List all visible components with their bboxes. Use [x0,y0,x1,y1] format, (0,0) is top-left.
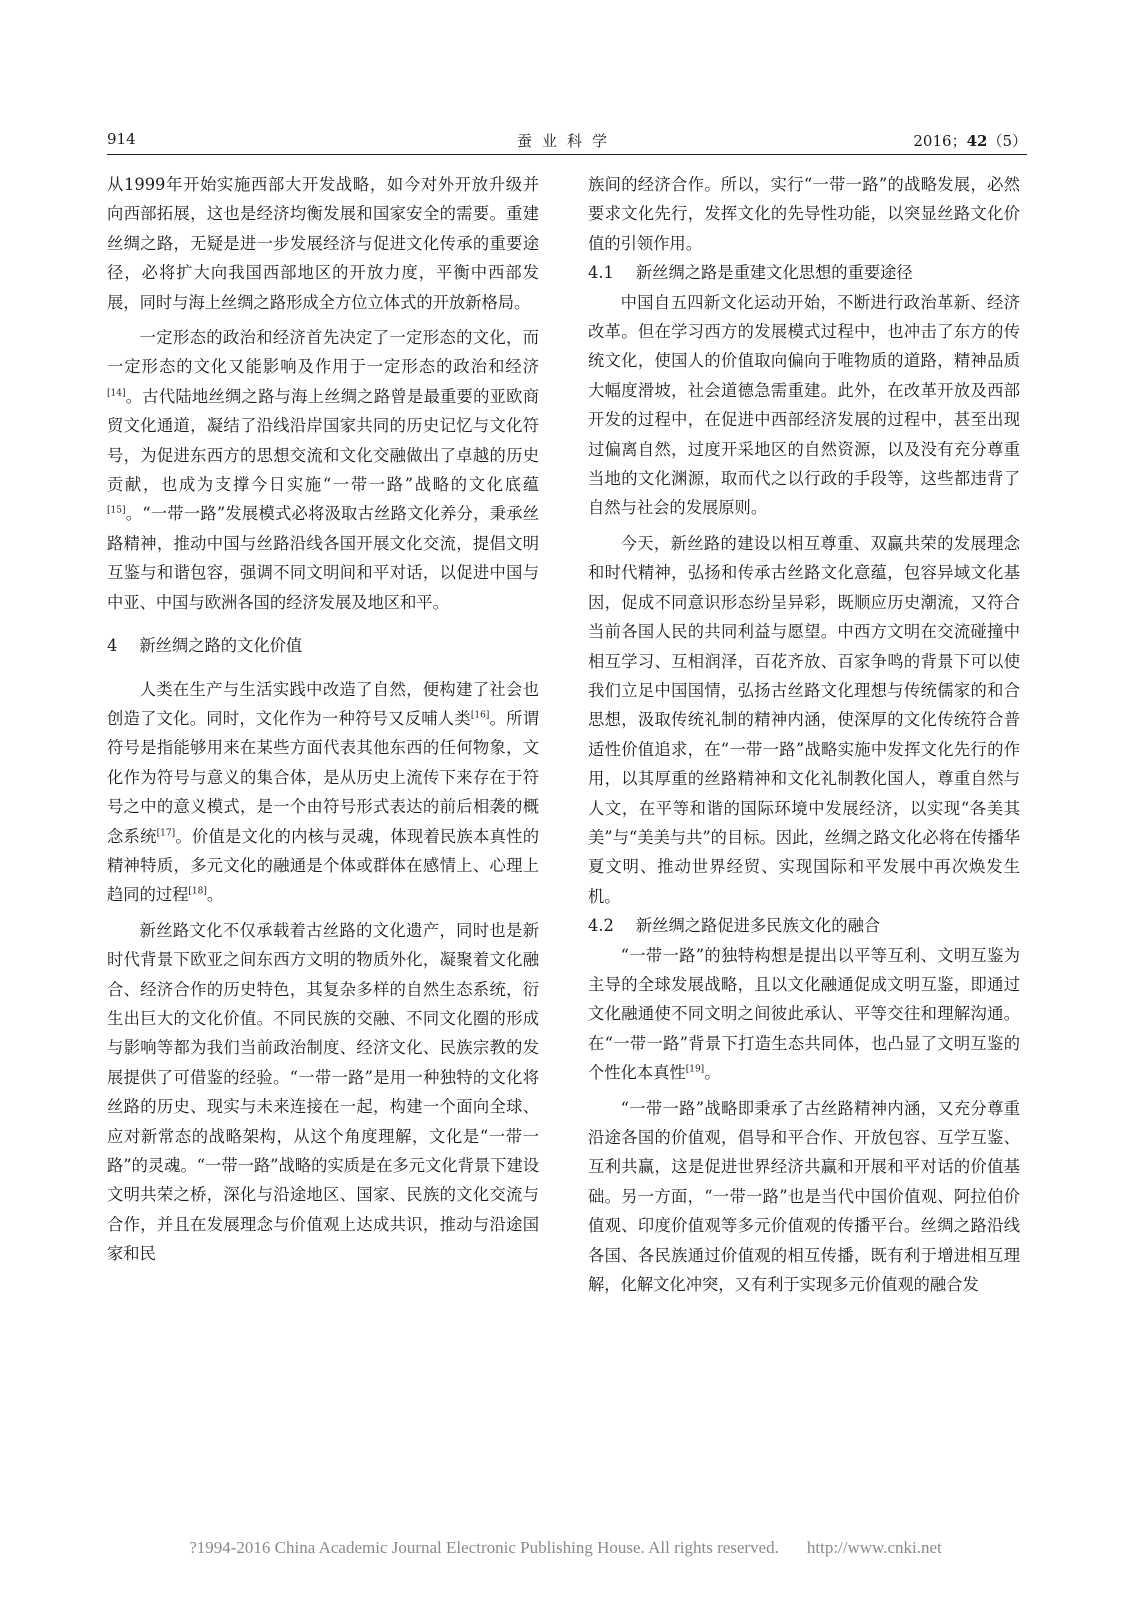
left-column [107,170,539,1269]
paragraph: “一带一路”的独特构想是提出以平等互利、文明互鉴为主导的全球发展战略，且以文化融通促成文明互鉴，即通过文化融通使不同文明之间彼此承认、平等交往和理解沟通。在“一带一路”背景下打造生态共同体，也凸显了文明互鉴的个性化本真性[19]。 [588,945,1020,1083]
copyright-footer [0,1538,1131,1558]
volume: 42 [966,132,988,150]
subsection-heading: 4.1 新丝绸之路是重建文化思想的重要途径 [588,263,913,283]
citation: [18] [188,886,207,897]
paragraph: “一带一路”战略即秉承了古丝路精神内涵，又充分尊重沿途各国的价值观，倡导和平合作、开放包容、互学互鉴、互利共赢，这是促进世界经济共赢和开展和平对话的价值基础。另一方面，“一带一路”也是当代中国价值观、阿拉伯价值观、印度价值观等多元价值观的传播平台。丝绸之路沿线各国、各民族通过价值观的相互传播，既有利于增进相互理解，化解文化冲突，又有利于实现多元价值观的融合发 [588,1098,1020,1295]
citation: [14] [107,388,126,399]
section-heading: 4 新丝绸之路的文化价值 [107,636,303,656]
citation: [16] [470,710,490,721]
year: 2016； [913,132,967,150]
citation: [15] [107,506,126,517]
journal-name: 蚕业科学 [516,132,617,150]
copyright-text: ?1994-2016 China Academic Journal Electronic Publishing House. All rights reserved. [189,1538,779,1557]
paragraph: 从1999年开始实施西部大开发战略，如今对外开放升级并向西部拓展，这也是经济均衡发展和国家安全的需要。重建丝绸之路，无疑是进一步发展经济与促进文化传承的重要途径，必将扩大向我国西部地区的开放力度，平衡中西部发展，同时与海上丝绸之路形成全方位立体式的开放新格局。 [107,175,539,312]
right-column [588,170,1020,1299]
paragraph: 今天，新丝路的建设以相互尊重、双赢共荣的发展理念和时代精神，弘扬和传承古丝路文化意蕴，包容异域文化基因，促成不同意识形态纷呈异彩，既顺应历史潮流，又符合当前各国人民的共同利益与愿望。中西方文明在交流碰撞中相互学习、互相润泽，百花齐放、百家争鸣的背景下可以使我们立足中国国情，弘扬古丝路文化理想与传统儒家的和合思想，汲取传统礼制的精神内涵，使深厚的文化传统符合普适性价值追求，在“一带一路”战略实施中发挥文化先行的作用，以其厚重的丝路精神和文化礼制教化国人，尊重自然与人文，在平等和谐的国际环境中发展经济，以实现“各美其美”与“美美与共”的目标。因此，丝绸之路文化必将在传播华夏文明、推动世界经贸、实现国际和平发展中再次焕发生机。 [588,533,1021,906]
paragraph: 人类在生产与生活实践中改造了自然，便构建了社会也创造了文化。同时，文化作为一种符号又反哺人类[16]。所谓符号是指能够用来在某些方面代表其他东西的任何物象，文化作为符号与意义的集合体，是从历史上流传下来存在于符号之中的意义模式，是一个由符号形式表达的前后相袭的概念系统[17]。价值是文化的内核与灵魂，体现着民族本真性的精神特质，多元文化的融通是个体或群体在感情上、心理上趋同的过程[18]。 [107,679,539,905]
subsection-heading: 4.2 新丝绸之路促进多民族文化的融合 [588,916,881,936]
page-number: 914 [107,130,136,148]
footer-url: http://www.cnki.net [806,1538,942,1557]
citation: [19] [685,1064,705,1075]
paragraph: 新丝路文化不仅承载着古丝路的文化遗产，同时也是新时代背景下欧亚之间东西方文明的物质外化，凝聚着文化融合、经济合作的历史特色，其复杂多样的自然生态系统，衍生出巨大的文化价值。不同民族的交融、不同文化圈的形成与影响等都为我们当前政治制度、经济文化、民族宗教的发展提供了可借鉴的经验。“一带一路”是用一种独特的文化将丝路的历史、现实与未来连接在一起，构建一个面向全球、应对新常态的战略架构，从这个角度理解，文化是“一带一路”的灵魂。“一带一路”战略的实质是在多元文化背景下建设文明共荣之桥，深化与沿途地区、国家、民族的文化交流与合作，并且在发展理念与价值观上达成共识，推动与沿途国家和民 [107,920,540,1264]
citation: [17] [156,828,176,839]
paragraph: 族间的经济合作。所以，实行“一带一路”的战略发展，必然要求文化先行，发挥文化的先导性功能，以突显丝路文化价值的引领作用。 [588,175,1020,253]
issue: （5） [987,132,1027,150]
paragraph: 中国自五四新文化运动开始，不断进行政治革新、经济改革。但在学习西方的发展模式过程中，也冲击了东方的传统文化，使国人的价值取向偏向于唯物质的道路，精神品质大幅度滑坡，社会道德急需重建。此外，在改革开放及西部开发的过程中，在促进中西部经济发展的过程中，甚至出现过偏离自然，过度开采地区的自然资源，以及没有充分尊重当地的文化渊源，取而代之以行政的手段等，这些都违背了自然与社会的发展原则。 [588,292,1020,518]
running-header [107,128,1027,155]
issue-info [913,130,1027,151]
paragraph: 一定形态的政治和经济首先决定了一定形态的文化，而一定形态的文化又能影响及作用于一定形态的政治和经济[14]。古代陆地丝绸之路与海上丝绸之路曾是最重要的亚欧商贸文化通道，凝结了沿线沿岸国家共同的历史记忆与文化符号，为促进东西方的思想交流和文化交融做出了卓越的历史贡献，也成为支撑今日实施“一带一路”战略的文化底蕴[15]。“一带一路”发展模式必将汲取古丝路文化养分，秉承丝路精神，推动中国与丝路沿线各国开展文化交流，提倡文明互鉴与和谐包容，强调不同文明间和平对话，以促进中国与中亚、中国与欧洲各国的经济发展及地区和平。 [107,328,539,612]
